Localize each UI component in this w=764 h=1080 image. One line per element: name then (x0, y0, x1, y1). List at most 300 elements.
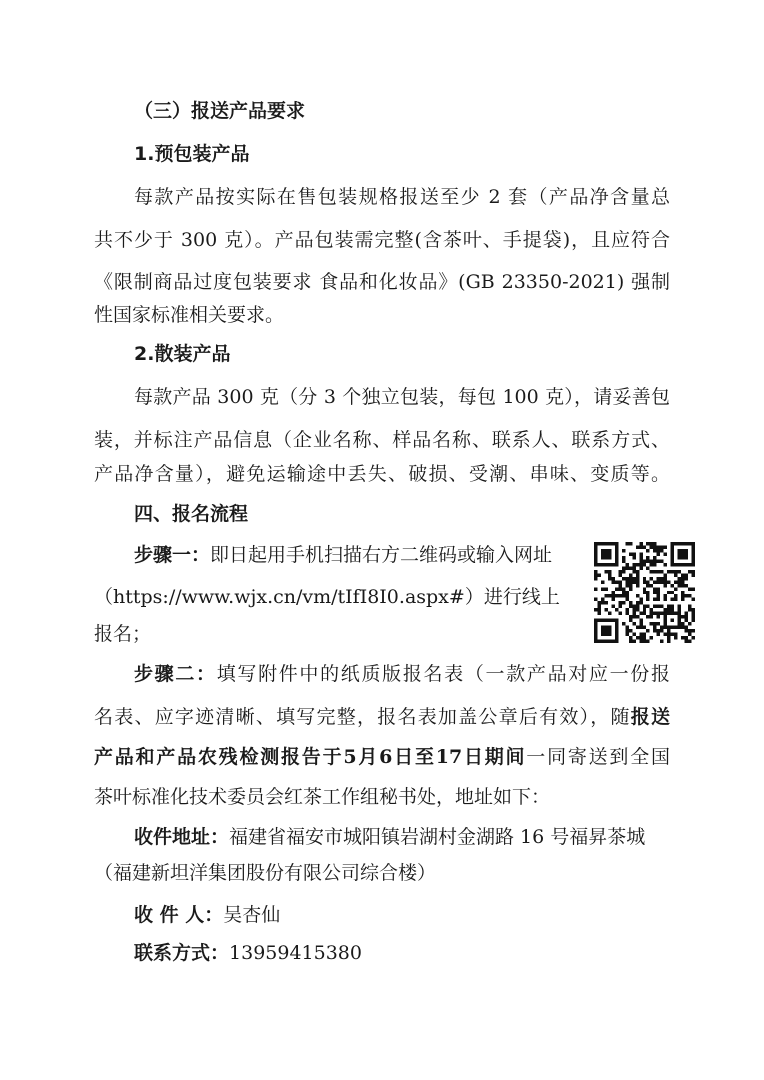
qr-module (692, 619, 695, 622)
qr-module (671, 591, 674, 594)
qr-module (632, 577, 635, 580)
qr-module (681, 556, 684, 559)
qr-module (601, 549, 604, 552)
qr-module (597, 601, 600, 604)
qr-module (604, 549, 607, 552)
qr-module (625, 563, 628, 566)
qr-module (664, 626, 667, 629)
qr-module (611, 619, 614, 622)
qr-module (611, 598, 614, 601)
qr-module (657, 598, 660, 601)
qr-module (594, 545, 597, 548)
qr-module (604, 619, 607, 622)
qr-module (681, 563, 684, 566)
qr-module (660, 577, 663, 580)
qr-module (632, 566, 635, 569)
qr-module (632, 605, 635, 608)
qr-module (608, 612, 611, 615)
qr-module (688, 608, 691, 611)
qr-module (692, 587, 695, 590)
qr-module (594, 629, 597, 632)
qr-module (646, 640, 649, 643)
qr-module (625, 629, 628, 632)
qr-module (692, 542, 695, 545)
qr-module (671, 619, 674, 622)
qr-module (660, 570, 663, 573)
qr-module (681, 591, 684, 594)
qr-module (643, 605, 646, 608)
qr-module (622, 594, 625, 597)
qr-module (618, 605, 621, 608)
qr-module (674, 570, 677, 573)
qr-module (601, 542, 604, 545)
qr-module (636, 636, 639, 639)
qr-module (639, 556, 642, 559)
qr-module (625, 542, 628, 545)
qr-module (667, 580, 670, 583)
qr-module (681, 622, 684, 625)
qr-module (632, 615, 635, 618)
recipient-label: 收 件 人： (134, 904, 224, 926)
qr-module (643, 626, 646, 629)
qr-module (646, 594, 649, 597)
qr-module (604, 629, 607, 632)
qr-module (674, 626, 677, 629)
qr-module (671, 570, 674, 573)
qr-module (685, 640, 688, 643)
qr-module (692, 629, 695, 632)
qr-module (671, 556, 674, 559)
qr-module (671, 559, 674, 562)
qr-module (671, 608, 674, 611)
address-label: 收件地址： (134, 826, 230, 848)
qr-module (594, 563, 597, 566)
qr-module (650, 584, 653, 587)
qr-module (650, 612, 653, 615)
qr-module (601, 580, 604, 583)
qr-module (664, 563, 667, 566)
qr-module (678, 552, 681, 555)
qr-module (608, 556, 611, 559)
qr-module (622, 556, 625, 559)
qr-module (615, 580, 618, 583)
section4-heading: 四、报名流程 (134, 503, 249, 525)
qr-module (594, 577, 597, 580)
qr-module (611, 580, 614, 583)
qr-module (597, 542, 600, 545)
qr-module (608, 594, 611, 597)
qr-module (646, 598, 649, 601)
qr-module (657, 612, 660, 615)
qr-module (611, 594, 614, 597)
qr-module (678, 580, 681, 583)
qr-module (629, 629, 632, 632)
qr-module (653, 549, 656, 552)
qr-module (653, 587, 656, 590)
step2-line-2 (94, 705, 670, 729)
qr-module (650, 577, 653, 580)
qr-module (678, 612, 681, 615)
step1-line-3: 报名； (94, 623, 152, 645)
qr-module (632, 622, 635, 625)
qr-module (625, 594, 628, 597)
qr-module (692, 598, 695, 601)
qr-module (681, 598, 684, 601)
qr-module (629, 619, 632, 622)
qr-module (632, 633, 635, 636)
qr-module (664, 633, 667, 636)
qr-module (671, 549, 674, 552)
qr-module (643, 608, 646, 611)
qr-module (650, 563, 653, 566)
qr-module (643, 545, 646, 548)
qr-module (608, 549, 611, 552)
qr-module (653, 570, 656, 573)
qr-module (615, 563, 618, 566)
qr-module (678, 556, 681, 559)
qr-module (653, 542, 656, 545)
qr-module (667, 608, 670, 611)
qr-module (604, 594, 607, 597)
qr-module (685, 584, 688, 587)
qr-module (636, 580, 639, 583)
qr-module (653, 622, 656, 625)
qr-module (629, 573, 632, 576)
qr-module (601, 563, 604, 566)
qr-module (615, 552, 618, 555)
recipient-line (134, 903, 280, 927)
qr-module (688, 622, 691, 625)
qr-module (688, 542, 691, 545)
qr-module (688, 640, 691, 643)
qr-module (685, 615, 688, 618)
qr-module (611, 542, 614, 545)
qr-module (646, 566, 649, 569)
qr-module (622, 591, 625, 594)
qr-module (653, 605, 656, 608)
qr-module (685, 552, 688, 555)
qr-module (660, 549, 663, 552)
qr-module (622, 559, 625, 562)
qr-module (608, 619, 611, 622)
qr-module (618, 594, 621, 597)
step2-line-4: 茶叶标准化技术委员会红茶工作组秘书处，地址如下： (94, 786, 551, 808)
qr-module (604, 601, 607, 604)
qr-module (639, 552, 642, 555)
qr-module (678, 605, 681, 608)
qr-module (597, 608, 600, 611)
qr-module (681, 549, 684, 552)
sub2-line-1: 每款产品 300 克（分 3 个独立包装，每包 100 克），请妥善包 (134, 386, 670, 408)
qr-module (615, 587, 618, 590)
qr-module (646, 556, 649, 559)
qr-module (601, 619, 604, 622)
qr-module (632, 580, 635, 583)
qr-module (674, 612, 677, 615)
qr-module (646, 629, 649, 632)
qr-module (660, 605, 663, 608)
qr-module (671, 612, 674, 615)
qr-module (653, 591, 656, 594)
qr-module (611, 591, 614, 594)
qr-module (653, 612, 656, 615)
qr-module (685, 549, 688, 552)
subsection2-heading: 2.散装产品 (134, 343, 231, 365)
qr-module (639, 619, 642, 622)
qr-module (667, 629, 670, 632)
qr-module (657, 559, 660, 562)
qr-module (660, 545, 663, 548)
qr-module (604, 570, 607, 573)
qr-module (625, 612, 628, 615)
address-value: 福建省福安市城阳镇岩湖村金湖路 16 号福昇茶城 (229, 826, 646, 848)
step2-line-3-bold-a: 产品和产品农残检测报告于 (94, 746, 344, 768)
step1-text: 即日起用手机扫描右方二维码或输入网址 (210, 544, 553, 566)
qr-module (685, 619, 688, 622)
qr-module (615, 608, 618, 611)
qr-module (632, 556, 635, 559)
qr-module (657, 591, 660, 594)
qr-module (615, 619, 618, 622)
qr-module (657, 545, 660, 548)
qr-module (643, 636, 646, 639)
qr-module (639, 566, 642, 569)
qr-module (594, 573, 597, 576)
qr-module (636, 608, 639, 611)
qr-module (625, 577, 628, 580)
qr-module (611, 640, 614, 643)
qr-module (608, 552, 611, 555)
sub1-line-2: 共不少于 300 克）。产品包装需完整(含茶叶、手提袋)，且应符合 (94, 229, 670, 251)
qr-module (646, 542, 649, 545)
qr-module (653, 556, 656, 559)
qr-module (615, 549, 618, 552)
qr-module (618, 580, 621, 583)
qr-module (643, 633, 646, 636)
qr-module (646, 615, 649, 618)
qr-module (632, 570, 635, 573)
qr-module (681, 577, 684, 580)
qr-module (594, 598, 597, 601)
qr-module (594, 636, 597, 639)
qr-module (664, 552, 667, 555)
qr-module (688, 587, 691, 590)
qr-module (688, 633, 691, 636)
qr-module (615, 594, 618, 597)
qr-module (643, 640, 646, 643)
qr-module (650, 608, 653, 611)
qr-module (667, 636, 670, 639)
qr-module (604, 633, 607, 636)
qr-module (692, 549, 695, 552)
qr-module (674, 563, 677, 566)
qr-module (629, 580, 632, 583)
qr-module (685, 636, 688, 639)
qr-module (636, 626, 639, 629)
qr-module (622, 577, 625, 580)
qr-module (664, 573, 667, 576)
qr-module (622, 587, 625, 590)
qr-module (664, 615, 667, 618)
qr-module (594, 608, 597, 611)
qr-module (604, 556, 607, 559)
qr-module (615, 629, 618, 632)
qr-module (653, 559, 656, 562)
qr-module (653, 545, 656, 548)
qr-module (660, 626, 663, 629)
qr-module (674, 542, 677, 545)
qr-module (601, 626, 604, 629)
qr-module (667, 612, 670, 615)
qr-module (664, 545, 667, 548)
qr-module (615, 640, 618, 643)
qr-module (653, 629, 656, 632)
address-line-1 (134, 825, 645, 849)
qr-module (671, 633, 674, 636)
qr-module (622, 566, 625, 569)
qr-module (671, 626, 674, 629)
qr-module (608, 629, 611, 632)
qr-module (615, 542, 618, 545)
qr-module (625, 566, 628, 569)
qr-module (681, 636, 684, 639)
qr-module (643, 587, 646, 590)
qr-module (601, 601, 604, 604)
qr-module (639, 622, 642, 625)
qr-module (618, 573, 621, 576)
qr-module (678, 577, 681, 580)
qr-module (667, 626, 670, 629)
qr-module (657, 580, 660, 583)
qr-module (678, 584, 681, 587)
qr-module (594, 619, 597, 622)
qr-module (629, 552, 632, 555)
qr-module (636, 615, 639, 618)
qr-module (594, 552, 597, 555)
qr-module (685, 629, 688, 632)
step2-label: 步骤二： (134, 663, 217, 685)
qr-module (650, 559, 653, 562)
qr-module (594, 640, 597, 643)
qr-module (685, 542, 688, 545)
qr-module (692, 552, 695, 555)
subsection1-heading: 1.预包装产品 (134, 143, 250, 165)
qr-module (671, 605, 674, 608)
qr-module (636, 594, 639, 597)
qr-module (639, 542, 642, 545)
qr-module (646, 605, 649, 608)
qr-module (643, 580, 646, 583)
qr-module (667, 570, 670, 573)
step2-line-2-text: 名表、应字迹清晰、填写完整，报名表加盖公章后有效），随 (94, 706, 631, 728)
qr-module (608, 577, 611, 580)
qr-module (632, 563, 635, 566)
qr-module (601, 587, 604, 590)
qr-module (636, 584, 639, 587)
qr-module (653, 598, 656, 601)
qr-module (615, 626, 618, 629)
qr-module (671, 545, 674, 548)
qr-module (692, 570, 695, 573)
qr-module (660, 629, 663, 632)
step1-url-line: （https://www.wjx.cn/vm/tIfI8I0.aspx#）进行线上 (94, 586, 560, 608)
qr-module (643, 563, 646, 566)
qr-module (629, 640, 632, 643)
qr-module (685, 573, 688, 576)
qr-module (625, 633, 628, 636)
qr-module (664, 608, 667, 611)
qr-module (601, 633, 604, 636)
qr-module (664, 594, 667, 597)
qr-module (664, 622, 667, 625)
qr-module (692, 636, 695, 639)
qr-module (664, 584, 667, 587)
qr-module (594, 622, 597, 625)
qr-module (601, 629, 604, 632)
qr-module (671, 552, 674, 555)
qr-module (657, 549, 660, 552)
qr-module (639, 612, 642, 615)
registration-qr-code-icon (594, 542, 695, 643)
qr-module (678, 619, 681, 622)
contact-line (134, 941, 362, 965)
qr-module (674, 573, 677, 576)
qr-module (646, 580, 649, 583)
qr-module (594, 587, 597, 590)
sub2-line-2: 装，并标注产品信息（企业名称、样品名称、联系人、联系方式、 (94, 429, 670, 451)
qr-module (650, 570, 653, 573)
qr-module (632, 608, 635, 611)
qr-module (615, 622, 618, 625)
qr-module (674, 587, 677, 590)
qr-module (604, 608, 607, 611)
qr-module (674, 633, 677, 636)
qr-module (660, 559, 663, 562)
qr-module (674, 598, 677, 601)
qr-module (646, 591, 649, 594)
qr-module (622, 570, 625, 573)
qr-module (632, 552, 635, 555)
qr-module (685, 612, 688, 615)
qr-module (657, 594, 660, 597)
qr-module (597, 640, 600, 643)
address-line-2: （福建新坦洋集团股份有限公司综合楼） (94, 862, 437, 884)
recipient-value: 吴杏仙 (223, 904, 281, 926)
qr-module (625, 580, 628, 583)
qr-module (685, 556, 688, 559)
qr-module (692, 563, 695, 566)
qr-module (667, 605, 670, 608)
qr-module (681, 542, 684, 545)
step1-line-1 (134, 543, 552, 567)
qr-module (639, 636, 642, 639)
qr-module (667, 633, 670, 636)
sub1-line-4: 性国家标准相关要求。 (94, 304, 285, 326)
qr-module (622, 549, 625, 552)
section3-heading: （三）报送产品要求 (134, 100, 306, 122)
qr-module (674, 636, 677, 639)
qr-module (629, 601, 632, 604)
qr-module (594, 570, 597, 573)
qr-module (671, 542, 674, 545)
qr-module (597, 612, 600, 615)
qr-module (671, 598, 674, 601)
qr-module (678, 570, 681, 573)
qr-module (664, 580, 667, 583)
qr-module (601, 552, 604, 555)
qr-module (657, 577, 660, 580)
qr-module (597, 605, 600, 608)
